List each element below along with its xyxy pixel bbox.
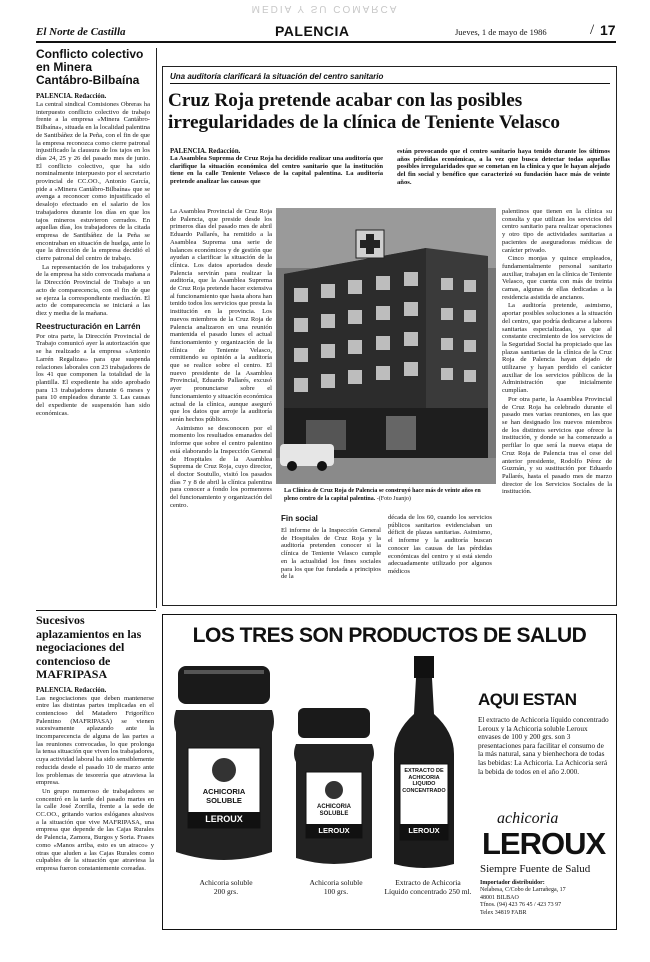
left-article-1-p1: La central sindical Comisiones Obreras ha interpuesto conflicto colectivo de trabajo frente a la empresa «Minera Cantábro-Bilbaína», situada en la localidad palentina de Santibáñez de la Peña, con el fin de que la empresa reconozca como cierre patronal injustificado la clausura de los tajos en los días 24, 25 y 26 del pasado mes de junio. El conflicto colectivo, que ha sido nominalmente interpuesto por el secretario provincial de CC.OO., Antonio García, pide a «Minera Cantábro-Bilbaína» que se avenga a reconocer como injustificado el desalojo efectuado en el salario de los trabajadores durante los días en que los tajos mineros estuvieron cerrados. En aquellas días, los trabajadores de la citada empresa de Santibáñez de la Peña se encontraban en situación de huelga, ante lo que la dirección de la empresa decidió el cierre patronal del centro de trabajo. xyxy=(36,101,150,263)
achicoria-jar-small xyxy=(292,706,376,872)
left-article-2-headline: Sucesivos aplazamientos en las negociaciones del contencioso de MAFRIPASA xyxy=(36,614,142,681)
photo-caption-text: La Clínica de Cruz Roja de Palencia se construyó hace más de veinte años en pleno centro de la capital palentina. xyxy=(284,488,481,502)
ad-body: El extracto de Achicoria líquido concentrado Leroux y la Achicoria soluble Leroux envases de 100 y 200 grs. son 3 presentaciones para facilitar el consumo de la más natural, sana y bienhechora de todas las bebidas: La Achicoria. La Achicoria será la bebida de todos en el año 2.000. xyxy=(478,715,609,776)
left-article-1-p3: Por otra parte, la Dirección Provincial de Trabajo comunicó ayer la autorización que se ha realizado a la empresa «Antonio Larrén Regalizas» para que suspenda relaciones laborales con 23 trabajadores de los 41 que componen la totalidad de la plantilla. El expediente ha sido aprobado para 13 trabajadores durante 6 meses y para 10 empleados durante 3. Las causas del expediente de suspensión han sido económicas. xyxy=(36,332,150,417)
achicoria-jar-large xyxy=(170,662,278,872)
jar2-label: ACHICORIA SOLUBLE xyxy=(317,804,351,817)
product-2-size: 100 grs. xyxy=(323,887,349,896)
bottle-label: EXTRACTO DE ACHICORIA LIQUIDO CONCENTRADO xyxy=(402,768,446,794)
ad-distributor-label: Importador distribuidor: xyxy=(480,880,545,886)
left-article-1-subhead: Reestructuración en Larrén xyxy=(36,321,141,331)
achicoria-bottle xyxy=(390,654,458,872)
ad-brand-logo: LEROUX xyxy=(482,826,606,861)
main-article-subhead: Fin social xyxy=(281,514,318,523)
main-article-col1-p1: La Asamblea Provincial de Cruz Roja de Palencia, que preside desde los primeros días del pasado mes de abril Eduardo Pallarés, ha remitido a la Asamblea Suprema una serie de balances económicos y de gestión que ayudan a clarificar la situación de la clínica. Los datos aportados desde Palencia servirán para realizar la auditoría, que la Asamblea Suprema de Cruz Roja pretende hacer extensiva al funcionamiento que hasta ahora han tenido todos los servicios que presta la institución en la provincia. Los nuevos miembros de la Cruz Roja de Palencia analizaron en una reunión mantenida el pasado lunes el actual funcionamiento y organización de la clínica de Teniente Velasco, remitiendo su opinión a la auditoría que se realice sobre el centro. El nuevo presidente de la Asamblea Provincial, Eduardo Pallarés, excusó ayer pronunciarse sobre el funcionamiento y situación económica actual de la clínica, aunque aseguró que los datos que arroje la auditoría serán hechos públicos. xyxy=(170,208,272,423)
main-article-lead xyxy=(170,148,610,204)
masthead-bleed-text: MEDIA Y SU COMARCA xyxy=(251,3,399,14)
masthead-rule xyxy=(36,41,616,43)
left-article-1-headline: Conflicto colectivo en Minera Cantábro-Bilbaína xyxy=(36,48,144,87)
kicker-rule xyxy=(170,83,610,84)
main-article-col2 xyxy=(281,514,381,604)
ad-brand-small: achicoria xyxy=(497,810,559,827)
main-article-col2-p1: El informe de la Inspección General de Hospitales de Cruz Roja y la auditoría pretenden conocer si la clínica de Teniente Velasco cumple en la actualidad los fines sociales para los que fue fundada a principios de la xyxy=(281,527,381,581)
main-article-col3-p1: década de los 60, cuando los servicios públicos sanitarios evidenciaban un déficit de plazas sanitarias. Asimismo, el informe y la auditoría buscan conocer las causas de las pérdidas económicas del centro y si está siendo adecuadamente utilizado por algunos médicos xyxy=(388,514,492,575)
ad-distributor xyxy=(480,880,610,917)
page-number: 17 xyxy=(600,22,616,38)
clinic-photo xyxy=(276,208,496,484)
main-article-col4-p4: Por otra parte, la Asamblea Provincial de Cruz Roja ha celebrado durante el pasado mes varias reuniones, en las que se han designado los nuevos miembros de los distintos servicios que ofrece la institución, y donde se ha comenzado a perfilar lo que será la nueva etapa de Cruz Roja de Palencia tras el cese del anterior presidente, Rodolfo Pérez de Guzmán, y su sustitución por Eduardo Pallarés, hasta el pasado mes de marzo director de los Servicios Sociales de la institución. xyxy=(502,395,612,496)
ad-tagline: AQUI ESTAN xyxy=(478,690,577,709)
jar2-brand: LEROUX xyxy=(318,826,350,835)
column-divider xyxy=(156,48,157,608)
photo-caption xyxy=(284,488,494,503)
main-article-col4 xyxy=(502,208,612,603)
main-article-col3 xyxy=(388,514,492,604)
jar1-brand: LEROUX xyxy=(205,814,243,824)
left-article-2-dateline: PALENCIA. Redacción. xyxy=(36,686,107,694)
product-1-name: Achicoria soluble xyxy=(199,878,253,887)
bottle-brand: LEROUX xyxy=(408,826,440,835)
ad-distributor-line-4: Telex 34819 FABR xyxy=(480,909,527,916)
masthead-section: PALENCIA xyxy=(275,23,350,39)
left-article-2 xyxy=(36,614,154,930)
main-article-lead-left: La Asamblea Suprema de Cruz Roja ha decidido realizar una auditoría que clarifique la situación económica del centro sanitario que la institución tiene en la calle Teniente Velasco de la capital palentina. La auditoría pretende analizar las causas que xyxy=(170,155,383,186)
ad-distributor-line-1: Nelabesa, C/Cobo de Larrañega, 17 xyxy=(480,887,566,894)
left-article-2-p2: Un grupo numeroso de trabajadores se concentró en la tarde del pasado martes en la calle José Zorrilla, frente a la sede de CC.OO., gritando varios eslóganes alusivos a la situación que vive MAFRIPASA, una empresa que depende de las Cajas Rurales de Palencia, Zamora, Burgos y Soria. Frases como «Manos arriba, esto es un atraco» y otras que aluden a las Cajas Rurales como culpables de la situación que atraviesa la empresa fueron constantemente coreadas. xyxy=(36,787,154,872)
photo-credit: -(Foto Juanjo) xyxy=(376,495,411,502)
ad-slogan: Siempre Fuente de Salud xyxy=(480,863,591,875)
main-article-dateline: PALENCIA. Redacción. xyxy=(170,148,241,155)
jar1-label: ACHICORIA SOLUBLE xyxy=(202,787,246,805)
product-2-name: Achicoria soluble xyxy=(309,878,363,887)
ad-distributor-line-2: 48001 BILBAO xyxy=(480,894,519,901)
main-article-headline: Cruz Roja pretende acabar con las posibles irregularidades de la clínica de Teniente Velasco xyxy=(168,90,560,133)
product-3-size: Líquido concentrado 250 ml. xyxy=(384,887,472,896)
main-article-col1 xyxy=(170,208,272,603)
main-article-lead-right: están provocando que el centro sanitario haya tenido durante los últimos años pérdidas económicas, a la vez que busca detectar todas aquellas posibles irregularidades que se cometan en la clínica y que le hayan alejado del fin social y benéfico que caracterizó su fundación hace más de veinte años. xyxy=(397,148,610,186)
masthead-date: Jueves, 1 de mayo de 1986 xyxy=(455,27,547,37)
left-article-1-p2: La representación de los trabajadores y de la empresa ha sido convocada mañana a la Dirección Provincial de Trabajo a un acto de comparecencia, con el fin de que se ejerza la correspondiente mediación. El acto de comparecencia se iniciará a las diez y media de la mañana. xyxy=(36,263,150,317)
product-1-size: 200 grs. xyxy=(213,887,239,896)
main-article-col4-p2: Cinco monjas y quince empleados, fundamentalmente personal sanitario auxiliar, trabajan en la clínica de Teniente Velasco, que cuenta con más de treinta camas, algunas de ellas dedicadas a la residencia asistida de ancianos. xyxy=(502,255,612,301)
ad-distributor-line-3: Tfnos. (94) 423 76 45 / 423 73 97 xyxy=(480,902,562,909)
main-article-kicker: Una auditoría clarificará la situación del centro sanitario xyxy=(170,72,384,81)
left-article-2-top-rule xyxy=(36,610,156,611)
masthead-separator: / xyxy=(590,22,595,38)
masthead-paper-name: El Norte de Castilla xyxy=(36,26,126,38)
left-article-2-p1: Las negociaciones que deben mantenerse entre las distintas partes implicadas en el contencioso del Matadero Frigorífico Palentino (MAFRIPASA) se vienen sucesivamente aplazando ante la incomparecencia de alguna de las partes a las reuniones convocadas, lo que prolonga la tensa situación que viven los trabajadores, cuya actividad laboral ha sido sensiblemente reducida desde el pasado 10 de marzo ante los problemas de tesorería que atraviesa la empresa. xyxy=(36,694,154,787)
main-article-col4-p3: La auditoría pretende, asimismo, aportar posibles soluciones a la situación del centro, que podría dedicarse a labores sanitarias especializadas, ya que al constante crecimiento de los servicios de la Seguridad Social ha propiciado que las plazas sanitarias de la clínica de la Cruz Roja de Palencia hayan dejado de utilizarse y hayan perdido el carácter auxiliar de los servicios públicos de la Administración que inicialmente cumplían. xyxy=(502,302,612,395)
product-caption-1 xyxy=(182,878,270,896)
product-caption-3 xyxy=(378,878,478,896)
product-3-name: Extracto de Achicoria xyxy=(395,878,461,887)
main-article-col1-p2: Asimismo se desconocen por el momento los resultados emanados del informe que sobre el centro palentino está elaborando la Inspección General de Hospitales de la Asamblea Suprema de Cruz Roja, cuyo director, el doctor Soutullo, visitó los pasados días 7 y 8 de abril la clínica palentina para conocer a fondo los pormenores del funcionamiento y organización del centro. xyxy=(170,424,272,509)
main-article-col4-p1: palentinos que tienen en la clínica su consulta y que utilizan los servicios del centro sanitario para realizar operaciones y otro tipo de actividades sanitarias a pacientes de aseguradoras médicas de carácter privado. xyxy=(502,208,612,254)
left-article-1 xyxy=(36,48,150,608)
left-article-1-dateline: PALENCIA. Redacción. xyxy=(36,93,107,100)
product-caption-2 xyxy=(292,878,380,896)
ad-headline: LOS TRES SON PRODUCTOS DE SALUD xyxy=(192,624,587,647)
